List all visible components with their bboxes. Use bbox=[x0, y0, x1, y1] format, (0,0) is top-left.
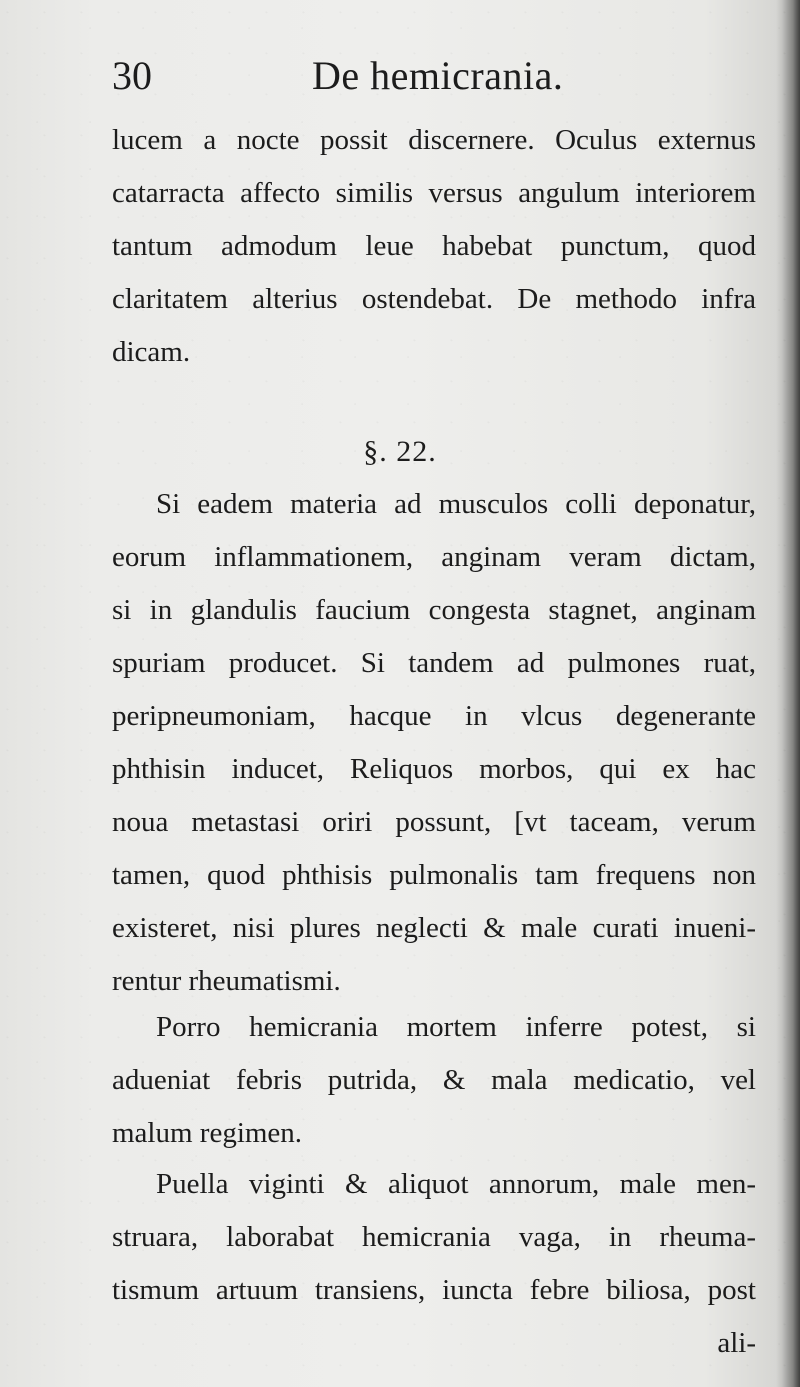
text-line: rentur rheumatismi. bbox=[112, 965, 341, 997]
paragraph-porro bbox=[112, 1001, 756, 1160]
text-line: claritatem alterius ostendebat. De methodo infra bbox=[112, 283, 756, 315]
running-title: De hemicrania. bbox=[312, 53, 564, 98]
text-line: noua metastasi oriri possunt, [vt taceam, verum bbox=[112, 806, 756, 838]
text-line: existeret, nisi plures neglecti & male curati inueni- bbox=[112, 912, 756, 944]
page-number: 30 bbox=[112, 53, 152, 98]
text-line: dicam. bbox=[112, 336, 191, 368]
text-line: catarracta affecto similis versus angulum interiorem bbox=[112, 177, 756, 209]
text-line: eorum inflammationem, anginam veram dictam, bbox=[112, 541, 756, 573]
section-heading: §. 22. bbox=[363, 435, 437, 468]
text-line: Puella viginti & aliquot annorum, male men- bbox=[156, 1168, 756, 1200]
page-edge-shadow bbox=[782, 0, 800, 1387]
text-line: Si eadem materia ad musculos colli deponatur, bbox=[156, 488, 756, 520]
paragraph-puella bbox=[112, 1158, 756, 1370]
text-line: phthisin inducet, Reliquos morbos, qui ex hac bbox=[112, 753, 756, 785]
paragraph-section-22 bbox=[112, 478, 756, 1008]
text-line: malum regimen. bbox=[112, 1117, 303, 1149]
paragraph-continuation bbox=[112, 114, 756, 379]
text-line: tantum admodum leue habebat punctum, quod bbox=[112, 230, 756, 262]
text-line: spuriam producet. Si tandem ad pulmones ruat, bbox=[112, 647, 756, 679]
text-line: tamen, quod phthisis pulmonalis tam frequens non bbox=[112, 859, 756, 891]
text-line: struara, laborabat hemicrania vaga, in rheuma- bbox=[112, 1221, 756, 1253]
text-line: peripneumoniam, hacque in vlcus degenerante bbox=[112, 700, 756, 732]
text-line: Porro hemicrania mortem inferre potest, si bbox=[156, 1011, 756, 1043]
text-line: lucem a nocte possit discernere. Oculus externus bbox=[112, 124, 756, 156]
text-line: si in glandulis faucium congesta stagnet, anginam bbox=[112, 594, 756, 626]
page-header bbox=[112, 48, 752, 108]
text-line: tismum artuum transiens, iuncta febre biliosa, post bbox=[112, 1274, 756, 1306]
catchword: ali- bbox=[717, 1327, 756, 1359]
text-line: adueniat febris putrida, & mala medicatio, vel bbox=[112, 1064, 756, 1096]
